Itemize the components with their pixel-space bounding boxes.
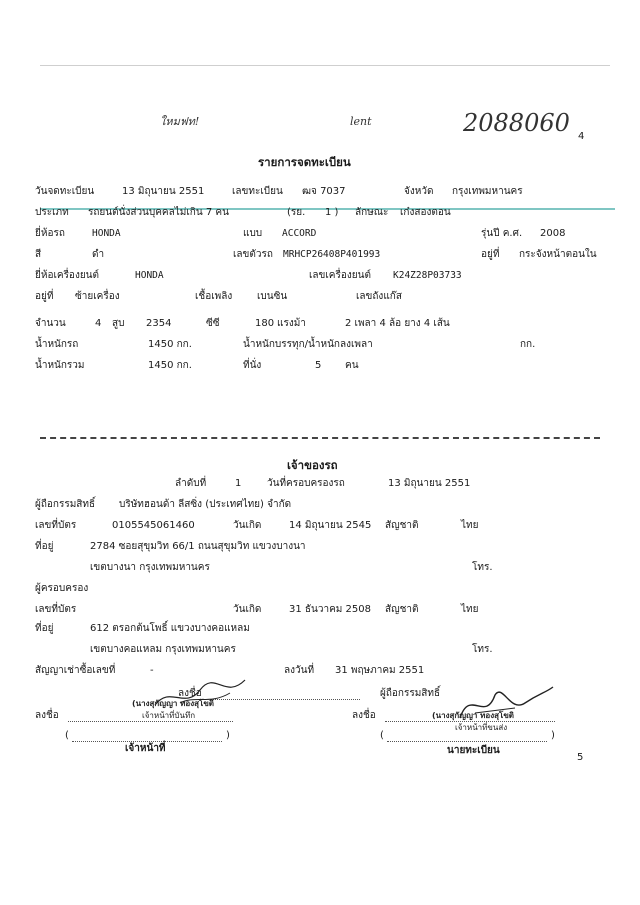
- engine-brand-label: ยี่ห้อเครื่องยนต์: [35, 270, 100, 281]
- brand-label: ยี่ห้อรถ: [35, 228, 65, 239]
- possessor-tel-label: โทร.: [472, 644, 493, 655]
- holder-signature-role: ผู้ถือกรรมสิทธิ์: [380, 688, 441, 699]
- sign-label-registrar: ลงชื่อ: [352, 710, 376, 721]
- engine-number-label: เลขเครื่องยนต์: [309, 270, 371, 281]
- dashed-divider: [40, 437, 600, 441]
- style-label: ลักษณะ: [355, 207, 389, 218]
- holder-address-label: ที่อยู่: [35, 541, 54, 552]
- cylinder-unit: สูบ: [112, 318, 125, 329]
- color: ดำ: [92, 249, 105, 260]
- hp-unit: แรงม้า: [277, 318, 306, 329]
- model-label: แบบ: [243, 228, 263, 239]
- engine-cc: 2354: [146, 318, 172, 329]
- holder-id: 0105545061460: [112, 520, 195, 531]
- holder-address-line2: เขตบางนา กรุงเทพมหานคร: [90, 562, 210, 573]
- officer-stamp-role: เจ้าหน้าที่บันทึก: [142, 711, 196, 720]
- scan-line-top: [40, 65, 610, 68]
- chassis-label: เลขตัวรถ: [233, 249, 273, 260]
- cc-unit: ซีซี: [206, 318, 220, 329]
- possessor-birth-label: วันเกิด: [233, 604, 262, 615]
- possession-date: 13 มิถุนายน 2551: [388, 478, 471, 489]
- holder-nationality-label: สัญชาติ: [385, 520, 419, 531]
- vehicle-type: รถยนต์นั่งส่วนบุคคลไม่เกิน 7 คน: [88, 207, 229, 218]
- province-label: จังหวัด: [404, 186, 434, 197]
- registrar-stamp-role: เจ้าหน้าที่ขนส่ง: [455, 723, 508, 732]
- possessor-id-label: เลขที่บัตร: [35, 604, 77, 615]
- type-label: ประเภท: [35, 207, 69, 218]
- model: ACCORD: [282, 228, 317, 239]
- possessor-address-line2: เขตบางคอแหลม กรุงเทพมหานคร: [90, 644, 236, 655]
- officer-role: เจ้าหน้าที่: [125, 743, 166, 754]
- gross-weight: 1450 กก.: [148, 360, 192, 371]
- holder-name: บริษัทฮอนด้า ลีสซิ่ง (ประเทศไทย) จำกัด: [119, 499, 292, 510]
- body-style: เก๋งสองตอน: [400, 207, 451, 218]
- engine-location: ซ้ายเครื่อง: [75, 291, 120, 302]
- holder-birth-label: วันเกิด: [233, 520, 262, 531]
- lease-date-label: ลงวันที่: [284, 665, 315, 676]
- sequence: 1: [235, 478, 242, 489]
- lease-contract-number: -: [150, 665, 154, 676]
- possessor-address-line1: 612 ตรอกต้นโพธิ์ แขวงบางคอแหลม: [90, 623, 250, 634]
- registrar-role: นายทะเบียน: [447, 745, 500, 756]
- possessor-address-label: ที่อยู่: [35, 623, 54, 634]
- lease-contract-label: สัญญาเช่าซื้อเลขที่: [35, 665, 116, 676]
- holder-address-line1: 2784 ซอยสุขุมวิท 66/1 ถนนสุขุมวิท แขวงบางนา: [90, 541, 306, 552]
- holder-nationality: ไทย: [461, 520, 479, 531]
- page-number-bottom: 5: [577, 752, 584, 763]
- officer-stamp-name: (นางสุกัญญา ทองสุโขติ: [132, 699, 214, 708]
- weight-label: น้ำหนักรถ: [35, 339, 79, 350]
- chassis-number: MRHCP26408P401993: [283, 249, 381, 260]
- model-year-label: รุ่นปี ค.ศ.: [481, 228, 523, 239]
- document-title: รายการจดทะเบียน: [258, 155, 351, 169]
- paren-close-right: ): [551, 730, 555, 741]
- lease-date: 31 พฤษภาคม 2551: [335, 665, 425, 676]
- model-year: 2008: [540, 228, 566, 239]
- possessor-nationality: ไทย: [461, 604, 479, 615]
- gas-tank-label: เลขถังแก๊ส: [356, 291, 402, 302]
- color-label: สี: [35, 249, 42, 260]
- load-weight-label: น้ำหนักบรรทุก/น้ำหนักลงเพลา: [243, 339, 373, 350]
- reg-no: ฒจ 7037: [302, 186, 346, 197]
- load-weight-unit: กก.: [520, 339, 536, 350]
- reg-date-label: วันจดทะเบียน: [35, 186, 95, 197]
- handwritten-note-left: ใหมฟท!: [160, 115, 200, 128]
- gross-weight-label: น้ำหนักรวม: [35, 360, 85, 371]
- possessor-nationality-label: สัญชาติ: [385, 604, 419, 615]
- possessor-label: ผู้ครอบครอง: [35, 583, 89, 594]
- possession-date-label: วันที่ครอบครองรถ: [267, 478, 345, 489]
- handwritten-doc-number: 2088060: [463, 109, 570, 137]
- paren-close-left: ): [226, 730, 230, 741]
- registrar-stamp-name: (นางสุกัญญา ทองสุโขติ: [432, 711, 514, 720]
- cylinders: 4: [95, 318, 102, 329]
- fuel-label: เชื้อเพลิง: [195, 291, 233, 302]
- horsepower: 180: [255, 318, 275, 329]
- possessor-birth: 31 ธันวาคม 2508: [289, 604, 371, 615]
- chassis-location-label: อยู่ที่: [481, 249, 500, 260]
- engine-location-label: อยู่ที่: [35, 291, 54, 302]
- sign-label-holder-left: ลงชื่อ: [178, 688, 202, 699]
- page-number-top: 4: [578, 131, 585, 142]
- holder-birth: 14 มิถุนายน 2545: [289, 520, 372, 531]
- registrar-signature: [455, 683, 555, 728]
- province: กรุงเทพมหานคร: [452, 186, 523, 197]
- fuel: เบนซิน: [257, 291, 288, 302]
- sign-label-officer: ลงชื่อ: [35, 710, 59, 721]
- seat-unit: คน: [345, 360, 359, 371]
- chassis-location: กระจังหน้าตอนใน: [519, 249, 597, 260]
- vehicle-weight: 1450 กก.: [148, 339, 192, 350]
- axle-wheel-tyre: 2 เพลา 4 ล้อ ยาง 4 เส้น: [345, 318, 450, 329]
- rs-label: (รย.: [287, 207, 306, 218]
- seat-count: 5: [315, 360, 322, 371]
- engine-brand: HONDA: [135, 270, 164, 281]
- name-line-right: [387, 741, 547, 742]
- reg-no-label: เลขทะเบียน: [232, 186, 283, 197]
- engine-number: K24Z28P03733: [393, 270, 462, 281]
- handwritten-note-mid: lent: [350, 115, 372, 128]
- holder-label: ผู้ถือกรรมสิทธิ์: [35, 499, 96, 510]
- paren-open-left: (: [65, 730, 69, 741]
- quantity-label: จำนวน: [35, 318, 66, 329]
- seat-label: ที่นั่ง: [243, 360, 262, 371]
- officer-signature: [150, 675, 250, 715]
- owner-section-title: เจ้าของรถ: [287, 458, 338, 472]
- sequence-label: ลำดับที่: [175, 478, 207, 489]
- holder-tel-label: โทร.: [472, 562, 493, 573]
- name-line-left: [72, 741, 222, 742]
- holder-id-label: เลขที่บัตร: [35, 520, 77, 531]
- brand: HONDA: [92, 228, 121, 239]
- rs-code: 1 ): [325, 207, 339, 218]
- reg-date: 13 มิถุนายน 2551: [122, 186, 205, 197]
- paren-open-right: (: [380, 730, 384, 741]
